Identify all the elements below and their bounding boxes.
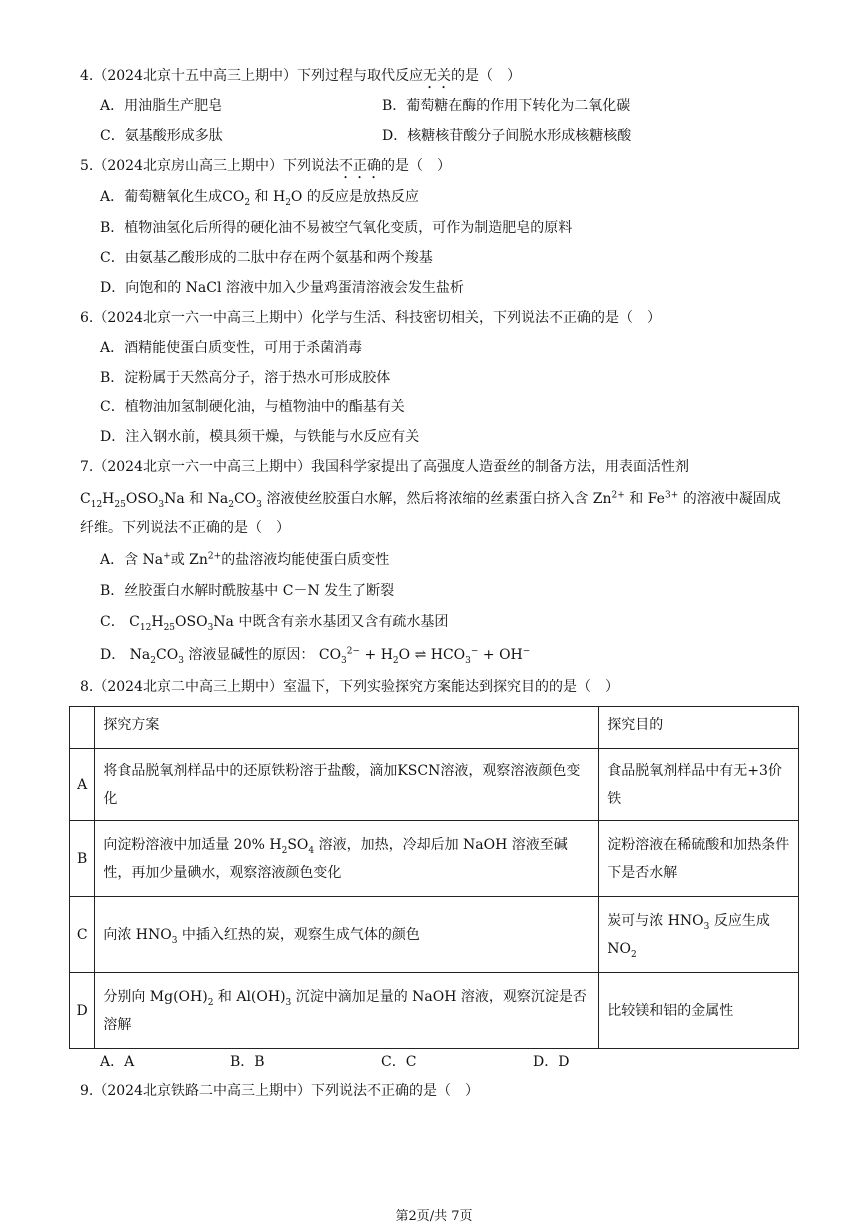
q6-option-c: C．植物油加氢制硬化油，与植物油中的酯基有关 [100,399,405,415]
q7-line2-text-c: 的溶液中凝固成 [682,491,781,507]
row-label: D [70,973,95,1049]
q8-answer-c: C．C [381,1054,417,1070]
q7-c-prefix: C． [100,614,125,630]
row-label: B [70,821,95,897]
q7-option-d: D． $Na_2CO_3$ 溶液显碱性的原因： $CO_3^{2-} + H_2O$ ⇌ $HCO_3^- + OH^-$ [100,646,531,666]
table-row [70,749,799,821]
row-plan-text-a: 向淀粉溶液中加适量 20% [103,836,265,853]
row-plan-text-a: 分别向 [103,988,146,1005]
q8-answer-d: D．D [533,1054,570,1070]
q5-a-text: A．葡萄糖氧化生成 [100,189,223,205]
question-6-stem: 6.（2024北京一六一中高三上期中）化学与生活、科技密切相关，下列说法不正确的是（ ） [80,310,661,326]
row-plan-text-b: 中插入红热的炭，观察生成气体的颜色 [181,926,420,943]
row-plan: 向浓 $HNO_3$ 中插入红热的炭，观察生成气体的颜色 [95,897,599,973]
q5-stem-text: 5.（2024北京房山高三上期中）下列说法 [80,158,339,174]
row-plan-text-c: 沉淀中滴加足量的 NaOH 溶液，观察沉淀是否溶解 [103,988,587,1033]
q6-option-d: D．注入钢水前，模具须干燥，与铁能与水反应有关 [100,429,420,445]
q5-stem-emphasis: 不正确 [339,158,381,174]
row-goal: 比较镁和铝的金属性 [599,973,799,1049]
q6-option-b: B．淀粉属于天然高分子，溶于热水可形成胶体 [100,370,391,386]
row-label: C [70,897,95,973]
q5-option-a: A．葡萄糖氧化生成$CO_2$ 和 $H_2O$ 的反应是放热反应 [100,189,419,208]
page-footer: 第2页/共 7页 [395,1209,473,1224]
q5-a-co2: CO [222,189,245,205]
table-header-plan: 探究方案 [95,707,599,749]
row-goal: 炭可与浓 $HNO_3$ 反应生成 $NO_2$ [599,897,799,973]
row-plan-text-b: 和 [217,988,232,1005]
table-header-goal: 探究目的 [599,707,799,749]
q7-line2-text-b: 和 [629,491,644,507]
row-plan-text-b: 溶液，加热，冷却后加 NaOH 溶液至碱性，再加少量碘水，观察溶液颜色变化 [103,836,568,881]
q7-a-text3: 的盐溶液均能使蛋白质变性 [221,552,390,568]
q4-stem-end: 的是（ ） [451,68,521,84]
row-plan: 分别向 $Mg(OH)_2$ 和 $Al(OH)_3$ 沉淀中滴加足量的 NaOH 溶液，观察沉淀是否溶解 [95,973,599,1049]
row-goal: 食品脱氧剂样品中有无+3价铁 [599,749,799,821]
q8-answer-b: B．B [230,1054,265,1070]
q4-option-d: D．核糖核苷酸分子间脱水形成核糖核酸 [382,128,632,144]
q7-c-text: 中既含有亲水基团又含有疏水基团 [238,614,449,630]
row-goal-text-a: 炭可与浓 [607,912,664,929]
question-9-stem: 9.（2024北京铁路二中高三上期中）下列说法不正确的是（ ） [80,1083,479,1099]
row-goal: 淀粉溶液在稀硫酸和加热条件下是否水解 [599,821,799,897]
question-7-line3: 纤维。下列说法不正确的是（ ） [80,520,290,536]
q7-line2-text-a: 溶液使丝胶蛋白水解，然后将浓缩的丝素蛋白挤入含 [266,491,589,507]
question-7-stem: 7.（2024北京一六一中高三上期中）我国科学家提出了高强度人造蚕丝的制备方法，用表面活性剂 [80,459,689,475]
q5-stem-end: 的是（ ） [381,158,451,174]
q7-d-text: 溶液显碱性的原因： [188,647,315,663]
row-plan: 向淀粉溶液中加适量 20% $H_2SO_4$ 溶液，加热，冷却后加 NaOH 溶液至碱性，再加少量碘水，观察溶液颜色变化 [95,821,599,897]
question-4-stem [80,66,521,92]
q6-option-a: A．酒精能使蛋白质变性，可用于杀菌消毒 [100,340,363,356]
question-7-line2: $C_{12}H_{25}OSO_3Na$ 和 $Na_2CO_3$ 溶液使丝胶蛋白水解，然后将浓缩的丝素蛋白挤入含 $Zn^{2+}$ 和 $Fe^{3+}$ 的溶液中凝固成 [80,490,781,510]
row-plan-text-a: 向浓 [103,926,132,943]
row-label: A [70,749,95,821]
q7-a-text2: 或 Zn [170,552,208,568]
q4-option-b: B．葡萄糖在酶的作用下转化为二氧化碳 [382,98,631,114]
q7-d-prefix: D． [100,647,126,663]
q4-option-c: C．氨基酸形成多肽 [100,128,223,144]
q4-stem-emphasis: 无关 [423,68,451,84]
table-row [70,897,799,973]
q7-option-b: B．丝胶蛋白水解时酰胺基中 C－N 发生了断裂 [100,583,395,599]
q5-a-and: 和 [254,189,269,205]
table-header-empty [70,707,95,749]
q5-option-c: C．由氨基乙酸形成的二肽中存在两个氨基和两个羧基 [100,250,433,266]
q5-option-b: B．植物油氢化后所得的硬化油不易被空气氧化变质，可作为制造肥皂的原料 [100,220,573,236]
q5-a-rest: O 的反应是放热反应 [290,189,419,205]
q8-answer-a: A．A [100,1054,135,1070]
table-row [70,973,799,1049]
question-5-stem [80,156,451,182]
table-header-row [70,707,799,749]
table-row [70,821,799,897]
question-8-stem: 8.（2024北京二中高三上期中）室温下，下列实验探究方案能达到探究目的的是（ ） [80,679,619,695]
experiment-table [69,706,799,1049]
q7-option-a: A．含 Na+或 $Zn^{2+}$的盐溶液均能使蛋白质变性 [100,551,390,568]
row-goal-text-b: 反应生成 [713,912,770,929]
row-plan: 将食品脱氧剂样品中的还原铁粉溶于盐酸，滴加KSCN溶液，观察溶液颜色变化 [95,749,599,821]
q5-a-h2o: H [272,189,286,205]
q7-a-text1: A．含 Na [100,552,164,568]
q4-stem-text: 4.（2024北京十五中高三上期中）下列过程与取代反应 [80,68,423,84]
q5-option-d: D．向饱和的 NaCl 溶液中加入少量鸡蛋清溶液会发生盐析 [100,280,464,296]
q4-option-a: A．用油脂生产肥皂 [100,98,223,114]
q7-option-c: C． $C_{12}H_{25}OSO_3Na$ 中既含有亲水基团又含有疏水基团 [100,614,449,633]
